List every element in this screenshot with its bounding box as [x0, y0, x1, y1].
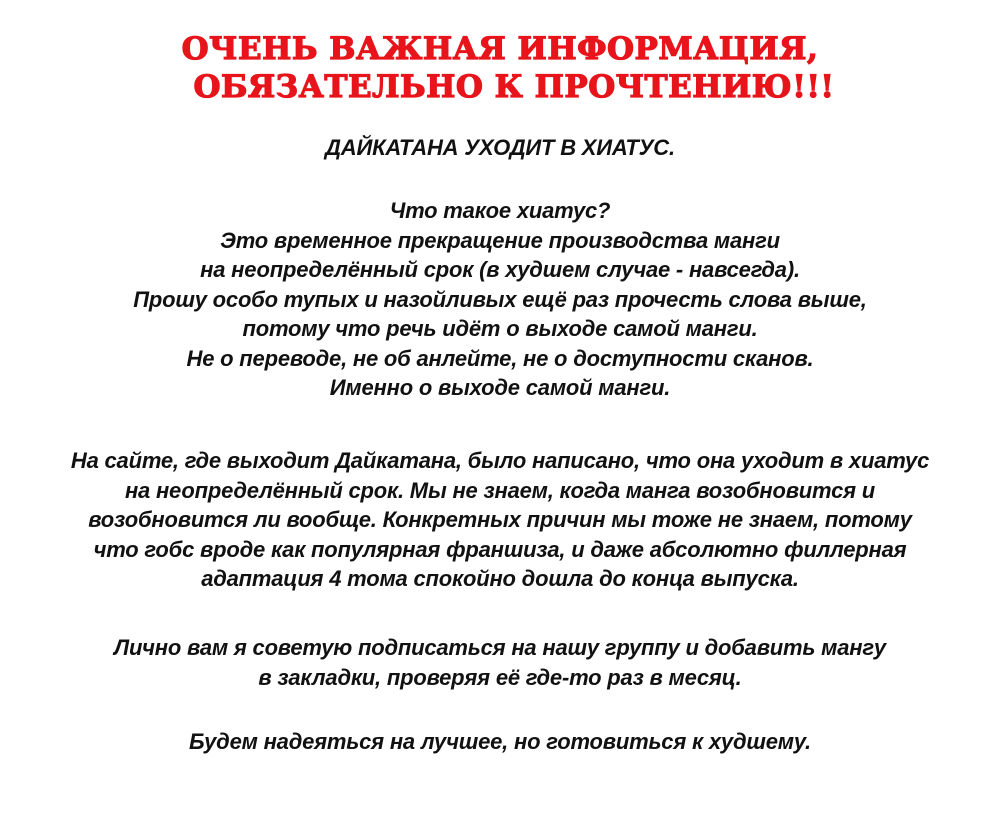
advice-line-2: в закладки, проверяя её где-то раз в месяц.	[258, 664, 742, 690]
definition-line-6: Не о переводе, не об анлейте, не о доступности сканов.	[186, 345, 814, 371]
subtitle: ДАЙКАТАНА УХОДИТ В ХИАТУС.	[325, 135, 675, 160]
advice-paragraph	[0, 633, 1000, 692]
headline	[0, 30, 1000, 106]
definition-line-5: потому что речь идёт о выходе самой манги.	[242, 316, 758, 341]
explanation-line-4: что гобс вроде как популярная франшиза, и даже абсолютно филлерная	[93, 536, 907, 562]
definition-line-2: Это временное прекращение производства манги	[220, 227, 780, 253]
explanation-line-5: адаптация 4 тома спокойно дошла до конца выпуска.	[201, 566, 799, 591]
explanation-line-1: На сайте, где выходит Дайкатана, было написано, что она уходит в хиатус	[70, 448, 930, 473]
headline-line-1: ОЧЕНЬ ВАЖНАЯ ИНФОРМАЦИЯ,	[181, 31, 819, 67]
definition-line-1: Что такое хиатус?	[389, 198, 611, 223]
definition-line-3: на неопределённый срок (в худшем случае - навсегда).	[200, 257, 800, 282]
definition-line-4: Прошу особо тупых и назойливых ещё раз прочесть слова выше,	[133, 286, 867, 312]
closing-block	[0, 727, 1000, 757]
definition-line-7: Именно о выходе самой манги.	[329, 375, 671, 400]
explanation-paragraph	[0, 446, 1000, 594]
headline-line-2: ОБЯЗАТЕЛЬНО К ПРОЧТЕНИЮ!!!	[193, 69, 835, 105]
closing-line: Будем надеяться на лучшее, но готовиться к худшему.	[189, 729, 811, 754]
definition-paragraph	[0, 196, 1000, 403]
explanation-line-3: возобновится ли вообще. Конкретных причин мы тоже не знаем, потому	[88, 507, 912, 532]
subtitle-block	[0, 133, 1000, 163]
advice-line-1: Лично вам я советую подписаться на нашу группу и добавить мангу	[114, 635, 886, 660]
explanation-line-2: на неопределённый срок. Мы не знаем, когда манга возобновится и	[124, 477, 876, 503]
